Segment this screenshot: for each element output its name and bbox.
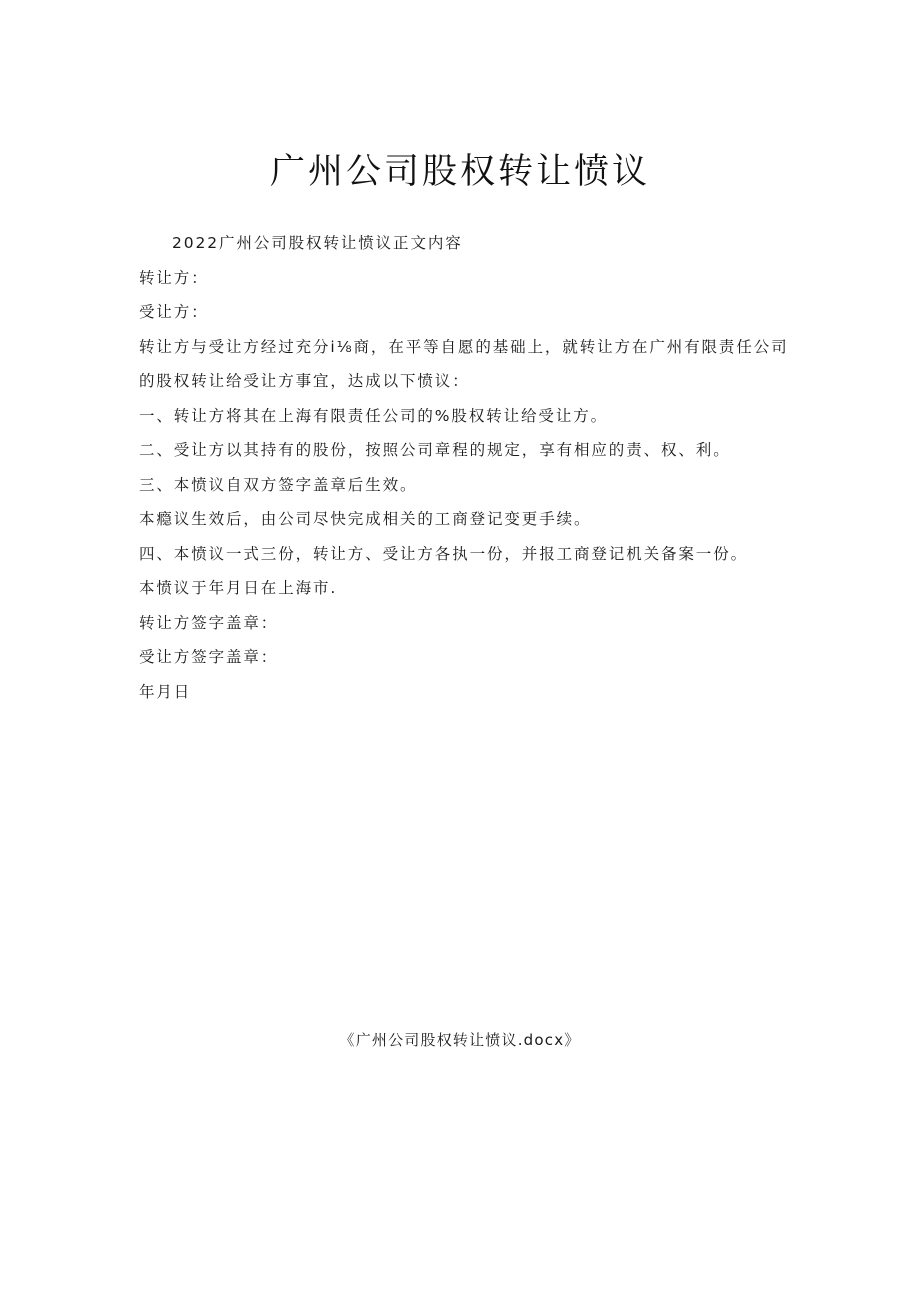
signing-place-line: 本愤议于年月日在上海市. (139, 579, 338, 597)
document-title: 广州公司股权转让愤议 (269, 152, 650, 192)
transferee-signature-line: 受让方签字盖章： (139, 648, 279, 666)
date-line: 年月日 (139, 682, 192, 701)
clause-1: 一、转让方将其在上海有限责任公司的%股权转让给受让方。 (139, 406, 609, 425)
transferor-line: 转让方： (139, 268, 209, 287)
clause-4: 四、本愤议一式三份，转让方、受让方各执一份，并报工商登记机关备案一份。 (139, 544, 749, 563)
document-body (139, 226, 789, 709)
preamble-line-1: 转让方与受让方经过充分i⅛商，在平等自愿的基础上，就转让方在广州有限责任公司 (139, 337, 789, 356)
transferor-signature-line: 转让方签字盖章： (139, 613, 279, 632)
document-footer-filename: 《广州公司股权转让愤议.docx》 (339, 1031, 581, 1049)
clause-2: 二、受让方以其持有的股份，按照公司章程的规定，享有相应的责、权、利。 (139, 441, 731, 459)
clause-3: 三、本愤议自双方签字盖章后生效。 (139, 475, 418, 494)
intro-line: 2022广州公司股权转让愤议正文内容 (172, 234, 463, 252)
preamble-line-2: 的股权转让给受让方事宜，达成以下愤议： (139, 372, 470, 390)
clause-3-note: 本瘾议生效后，由公司尽快完成相关的工商登记变更手续。 (139, 510, 592, 528)
transferee-line: 受让方： (139, 303, 209, 321)
